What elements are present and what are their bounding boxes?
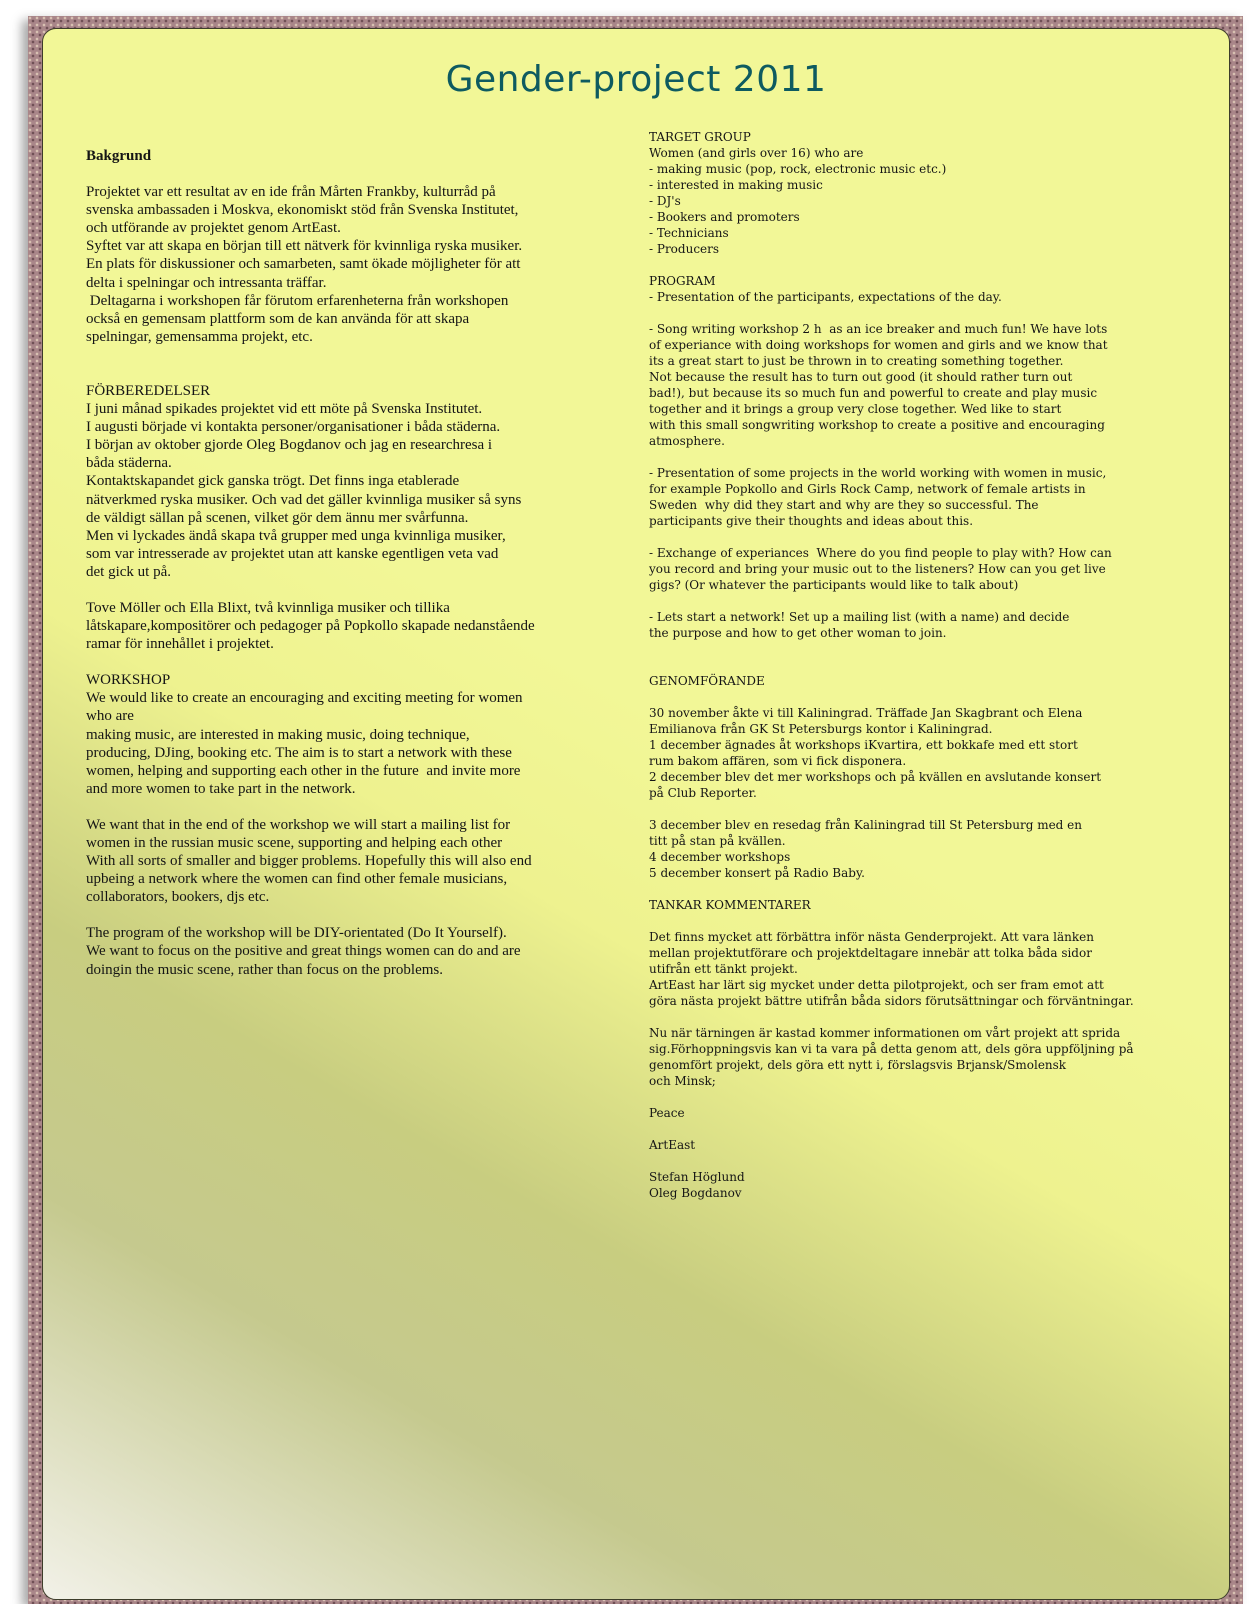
- text-line: and more women to take part in the network.: [86, 780, 356, 797]
- text-line: I juni månad spikades projektet vid ett möte på Svenska Institutet.: [86, 401, 483, 418]
- text-line: with this small songwriting workshop to create a positive and encouraging: [649, 418, 1105, 432]
- text-line: Women (and girls over 16) who are: [649, 146, 864, 160]
- text-line: det gick ut på.: [86, 563, 171, 580]
- paragraph-workshop: [86, 689, 591, 798]
- section-heading-genomforande: GENOMFÖRANDE: [649, 674, 765, 688]
- text-line: Men vi lyckades ändå skapa två grupper med unga kvinnliga musiker,: [86, 527, 506, 544]
- text-line: doingin the music scene, rather than focus on the problems.: [86, 961, 443, 978]
- text-line: - Presentation of the participants, expectations of the day.: [649, 290, 1002, 304]
- text-line: We want to focus on the positive and great things women can do and are: [86, 943, 521, 960]
- section-heading-workshop: WORKSHOP: [86, 672, 171, 689]
- paragraph-network: [649, 609, 1169, 641]
- text-line: 5 december konsert på Radio Baby.: [649, 866, 865, 880]
- text-line: de väldigt sällan på scenen, vilket gör dem ännu mer svårfunna.: [86, 509, 469, 526]
- text-line: gigs? (Or whatever the participants would like to talk about): [649, 578, 1019, 592]
- text-line: 3 december blev en resedag från Kaliningrad till St Petersburg med en: [649, 818, 1083, 832]
- closing-arteast: ArtEast: [649, 1138, 696, 1152]
- text-line: sig.Förhoppningsvis kan vi ta vara på detta genom att, dels göra uppföljning på: [649, 1042, 1134, 1056]
- text-line: who are: [86, 708, 134, 725]
- text-line: 2 december blev det mer workshops och på kvällen en avslutande konsert: [649, 770, 1102, 784]
- right-column: [649, 129, 1169, 1201]
- paragraph-nu: [649, 1025, 1169, 1089]
- document-page: [42, 28, 1230, 1600]
- text-line: ArtEast har lärt sig mycket under detta pilotprojekt, och ser fram emot att: [649, 978, 1104, 992]
- text-line: Det finns mycket att förbättra inför nästa Genderprojekt. Att vara länken: [649, 930, 1094, 944]
- paragraph-bakgrund: [86, 183, 591, 346]
- text-line: - Lets start a network! Set up a mailing list (with a name) and decide: [649, 610, 1070, 624]
- text-line: låtskapare,kompositörer och pedagoger på Popkollo skapade nedanstående: [86, 618, 535, 635]
- text-line: - making music (pop, rock, electronic music etc.): [649, 162, 947, 176]
- text-line: göra nästa projekt bättre utifrån båda sidors förutsättningar och förväntningar.: [649, 994, 1134, 1008]
- text-line: producing, DJing, booking etc. The aim is to start a network with these: [86, 744, 512, 761]
- text-line: Kontaktskapandet gick ganska trögt. Det finns inga etablerade: [86, 473, 460, 490]
- text-line: We want that in the end of the workshop we will start a mailing list for: [86, 816, 511, 833]
- text-line: och utförande av projektet genom ArtEast.: [86, 220, 341, 237]
- text-line: With all sorts of smaller and bigger problems. Hopefully this will also end: [86, 853, 532, 870]
- text-line: - interested in making music: [649, 178, 823, 192]
- text-line: collaborators, bookers, djs etc.: [86, 889, 270, 906]
- text-line: I början av oktober gjorde Oleg Bogdanov och jag en researchresa i: [86, 437, 493, 454]
- text-line: Not because the result has to turn out good (it should rather turn out: [649, 370, 1073, 384]
- signature-names: [649, 1169, 1169, 1201]
- text-line: Tove Möller och Ella Blixt, två kvinnliga musiker och tillika: [86, 599, 450, 616]
- text-line: ramar för innehållet i projektet.: [86, 636, 274, 653]
- section-heading-tankar: TANKAR KOMMENTARER: [649, 898, 811, 912]
- text-line: och Minsk;: [649, 1074, 716, 1088]
- closing-peace: Peace: [649, 1106, 685, 1120]
- text-line: också en gemensam plattform som de kan använda för att skapa: [86, 310, 470, 327]
- text-line: 30 november åkte vi till Kaliningrad. Träffade Jan Skagbrant och Elena: [649, 706, 1083, 720]
- paragraph-exchange: [649, 545, 1169, 593]
- paragraph-song-writing: [649, 321, 1169, 449]
- paragraph-december: [649, 817, 1169, 881]
- text-line: Stefan Höglund: [649, 1170, 745, 1184]
- paragraph-tankar: [649, 929, 1169, 1009]
- text-line: - Technicians: [649, 226, 729, 240]
- text-line: utifrån ett tänkt projekt.: [649, 962, 798, 976]
- text-line: - Producers: [649, 242, 720, 256]
- left-column: [86, 147, 591, 979]
- text-line: bad!), but because its so much fun and powerful to create and play music: [649, 386, 1098, 400]
- text-line: you record and bring your music out to the listeners? How can you get live: [649, 562, 1106, 576]
- text-line: - Presentation of some projects in the world working with women in music,: [649, 466, 1107, 480]
- text-line: for example Popkollo and Girls Rock Camp, network of female artists in: [649, 482, 1086, 496]
- section-program: [649, 273, 1169, 305]
- text-line: genomfört projekt, dels göra ett nytt i, förslagsvis Brjansk/Smolensk: [649, 1058, 1067, 1072]
- text-line: - Song writing workshop 2 h as an ice breaker and much fun! We have lots: [649, 322, 1108, 336]
- text-line: TARGET GROUP: [649, 130, 751, 144]
- text-line: En plats för diskussioner och samarbeten, samt ökade möjligheter för att: [86, 256, 521, 273]
- text-line: We would like to create an encouraging and exciting meeting for women: [86, 690, 523, 707]
- text-line: PROGRAM: [649, 274, 716, 288]
- text-line: women, helping and supporting each other in the future and invite more: [86, 762, 521, 779]
- paragraph-forberedelser: [86, 400, 591, 581]
- text-line: - Exchange of experiances Where do you find people to play with? How can: [649, 546, 1112, 560]
- text-line: - Bookers and promoters: [649, 210, 800, 224]
- text-line: participants give their thoughts and ideas about this.: [649, 514, 974, 528]
- text-line: på Club Reporter.: [649, 786, 757, 800]
- text-line: Projektet var ett resultat av en ide från Mårten Frankby, kulturråd på: [86, 184, 496, 201]
- text-line: upbeing a network where the women can find other female musicians,: [86, 871, 508, 888]
- text-line: atmosphere.: [649, 434, 725, 448]
- paragraph-diy: [86, 924, 591, 978]
- text-line: - DJ's: [649, 194, 681, 208]
- text-line: spelningar, gemensamma projekt, etc.: [86, 328, 313, 345]
- text-line: making music, are interested in making music, doing technique,: [86, 726, 470, 743]
- text-line: Oleg Bogdanov: [649, 1186, 742, 1200]
- page-title: Gender-project 2011: [445, 59, 827, 100]
- text-line: of experiance with doing workshops for women and girls and we know that: [649, 338, 1108, 352]
- text-line: its a great start to just be thrown in to creating something together.: [649, 354, 1064, 368]
- section-heading-forberedelser: FÖRBEREDELSER: [86, 382, 211, 399]
- text-line: mellan projektutförare och projektdeltagare innebär att tolka båda sidor: [649, 946, 1092, 960]
- text-line: nätverkmed ryska musiker. Och vad det gäller kvinnliga musiker så syns: [86, 491, 522, 508]
- section-target-group: [649, 129, 1169, 257]
- paragraph-genomforande: [649, 705, 1169, 801]
- text-line: som var intresserade av projektet utan att kanske egentligen veta vad: [86, 545, 499, 562]
- text-line: the purpose and how to get other woman to join.: [649, 626, 947, 640]
- section-heading-bakgrund: Bakgrund: [86, 148, 152, 164]
- text-line: båda städerna.: [86, 455, 172, 472]
- text-line: I augusti började vi kontakta personer/organisationer i båda städerna.: [86, 419, 501, 436]
- text-line: 4 december workshops: [649, 850, 791, 864]
- text-line: svenska ambassaden i Moskva, ekonomiskt stöd från Svenska Institutet,: [86, 202, 519, 219]
- paragraph-tove: [86, 599, 591, 653]
- text-line: delta i spelningar och intressanta träffar.: [86, 274, 327, 291]
- text-line: The program of the workshop will be DIY-orientated (Do It Yourself).: [86, 925, 507, 942]
- paragraph-mailing: [86, 816, 591, 906]
- text-line: rum bakom affären, som vi fick disponera.: [649, 754, 907, 768]
- text-line: Emilianova från GK St Petersburgs kontor i Kaliningrad.: [649, 722, 993, 736]
- text-line: titt på stan på kvällen.: [649, 834, 786, 848]
- paragraph-presentation: [649, 465, 1169, 529]
- text-line: Deltagarna i workshopen får förutom erfarenheterna från workshopen: [86, 292, 509, 309]
- text-line: Nu när tärningen är kastad kommer informationen om vårt projekt att sprida: [649, 1026, 1121, 1040]
- text-line: Syftet var att skapa en början till ett nätverk för kvinnliga ryska musiker.: [86, 238, 523, 255]
- text-line: together and it brings a group very close together. Wed like to start: [649, 402, 1062, 416]
- text-line: Sweden why did they start and why are they so successful. The: [649, 498, 1039, 512]
- text-line: women in the russian music scene, supporting and helping each other: [86, 835, 503, 851]
- text-line: 1 december ägnades åt workshops iKvartira, ett bokkafe med ett stort: [649, 738, 1078, 752]
